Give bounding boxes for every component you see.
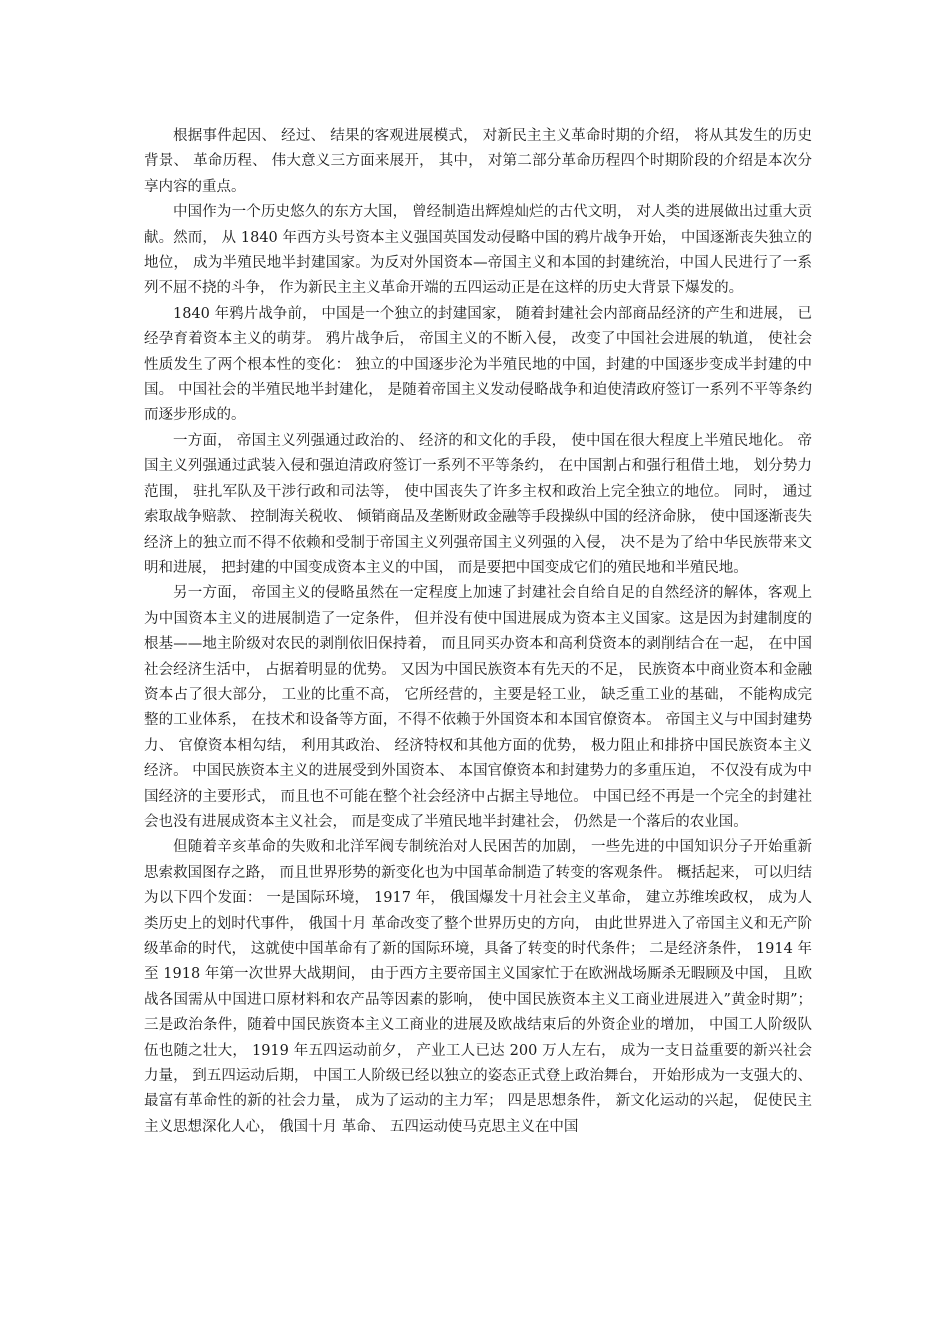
paragraph-6: 但随着辛亥革命的失败和北洋军阀专制统治对人民困苦的加剧， 一些先进的中国知识分子开始重新思索救国图存之路， 而且世界形势的新变化也为中国革命制造了转变的客观条件。 概括起来， 可以归结为以下四个发面： 一是国际环境， 1917 年， 俄国爆发十月社会主义革命， 建立苏维埃政权， 成为人类历史上的划时代事件， 俄国十月 革命改变了整个世界历史的方向， 由此世界进入了帝国主义和无产阶级革命的时代， 这就使中国革命有了新的国际环境，具备了转变的时代条件； 二是经济条件， 1914 年至 1918 年第一次世界大战期间， 由于西方主要帝国主义国家忙于在欧洲战场厮杀无暇顾及中国， 且欧战各国需从中国进口原材料和农产品等因素的影响， 使中国民族资本主义工商业进展进入”黄金时期”； 三是政治条件，随着中国民族资本主义工商业的进展及欧战结束后的外资企业的增加， 中国工人阶级队伍也随之壮大， 1919 年五四运动前夕， 产业工人已达 200 万人左右， 成为一支日益重要的新兴社会力量， 到五四运动后期， 中国工人阶级已经以独立的姿态正式登上政治舞台， 开始形成为一支强大的、 最富有革命性的新的社会力量， 成为了运动的主力军； 四是思想条件， 新文化运动的兴起， 促使民主主义思想深化人心， 俄国十月 革命、 五四运动使马克思主义在中国 [144, 839, 812, 1135]
document-body [144, 124, 812, 1140]
paragraph-3: 1840 年鸦片战争前， 中国是一个独立的封建国家， 随着封建社会内部商品经济的产生和进展， 已经孕育着资本主义的萌芽。 鸦片战争后， 帝国主义的不断入侵， 改变了中国社会进展的轨道， 使社会性质发生了两个根本性的变化： 独立的中国逐步沦为半殖民地的中国，封建的中国逐步变成半封建的中国。 中国社会的半殖民地半封建化， 是随着帝国主义发动侵略战争和迫使清政府签订一系列不平等条约而逐步形成的。 [144, 305, 812, 424]
paragraph-4: 一方面， 帝国主义列强通过政治的、 经济的和文化的手段， 使中国在很大程度上半殖民地化。 帝国主义列强通过武装入侵和强迫清政府签订一系列不平等条约， 在中国割占和强行租借土地， 划分势力范围， 驻扎军队及干涉行政和司法等， 使中国丧失了许多主权和政治上完全独立的地位。 同时， 通过索取战争赔款、 控制海关税收、 倾销商品及垄断财政金融等手段操纵中国的经济命脉， 使中国逐渐丧失经济上的独立而不得不依赖和受制于帝国主义列强帝国主义列强的入侵， 决不是为了给中华民族带来文明和进展， 把封建的中国变成资本主义的中国， 而是要把中国变成它们的殖民地和半殖民地。 [144, 432, 812, 576]
paragraph-1: 根据事件起因、 经过、 结果的客观进展模式， 对新民主主义革命时期的介绍， 将从其发生的历史背景、 革命历程、 伟大意义三方面来展开， 其中， 对第二部分革命历程四个时期阶段的介绍是本次分享内容的重点。 [144, 128, 812, 195]
paragraph-5: 另一方面， 帝国主义的侵略虽然在一定程度上加速了封建社会自给自足的自然经济的解体，客观上为中国资本主义的进展制造了一定条件， 但并没有使中国进展成为资本主义国家。这是因为封建制度的根基——地主阶级对农民的剥削依旧保持着， 而且同买办资本和高利贷资本的剥削结合在一起， 在中国社会经济生活中， 占据着明显的优势。 又因为中国民族资本有先天的不足， 民族资本中商业资本和金融资本占了很大部分， 工业的比重不高， 它所经营的，主要是轻工业， 缺乏重工业的基础， 不能构成完整的工业体系， 在技术和设备等方面，不得不依赖于外国资本和本国官僚资本。 帝国主义与中国封建势力、 官僚资本相勾结， 利用其政治、 经济特权和其他方面的优势， 极力阻止和排挤中国民族资本主义经济。 中国民族资本主义的进展受到外国资本、 本国官僚资本和封建势力的多重压迫， 不仅没有成为中国经济的主要形式， 而且也不可能在整个社会经济中占据主导地位。 中国已经不再是一个完全的封建社会也没有进展成资本主义社会， 而是变成了半殖民地半封建社会， 仍然是一个落后的农业国。 [144, 585, 812, 830]
paragraph-2: 中国作为一个历史悠久的东方大国， 曾经制造出辉煌灿烂的古代文明， 对人类的进展做出过重大贡献。然而， 从 1840 年西方头号资本主义强国英国发动侵略中国的鸦片战争开始， 中国逐渐丧失独立的地位， 成为半殖民地半封建国家。为反对外国资本—帝国主义和本国的封建统治，中国人民进行了一系列不屈不挠的斗争， 作为新民主主义革命开端的五四运动正是在这样的历史大背景下爆发的。 [144, 204, 812, 297]
